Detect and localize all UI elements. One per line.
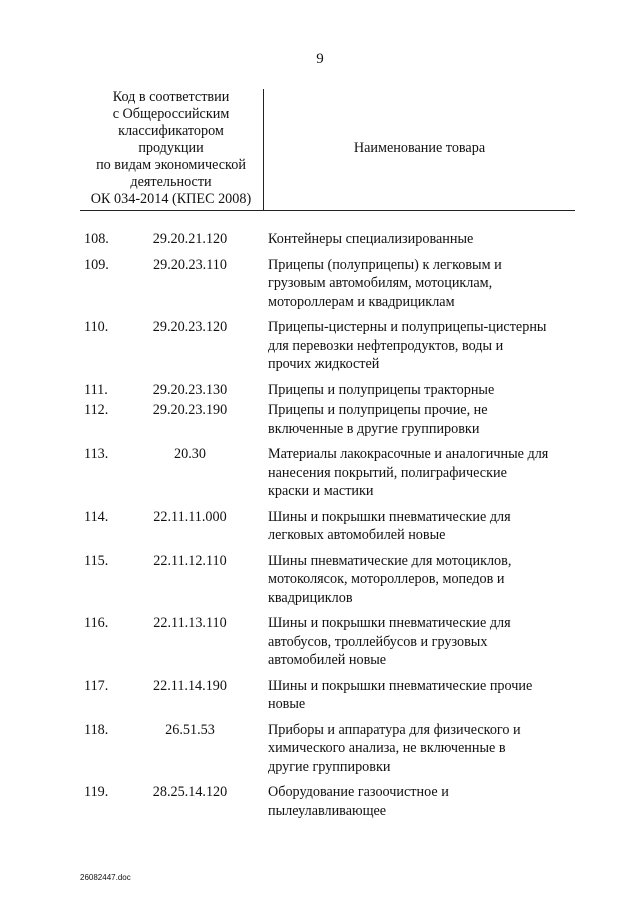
row-product-name-line: автобусов, троллейбусов и грузовых: [268, 633, 488, 650]
row-product-name-line: легковых автомобилей новые: [268, 527, 446, 543]
row-code: 28.25.14.120: [152, 784, 228, 800]
row-product-name-line: Контейнеры специализированные: [268, 231, 474, 247]
row-product-name: [268, 381, 578, 400]
page-number: 9: [316, 51, 324, 67]
row-number: 118.: [84, 721, 109, 738]
row-product-name-line: Прицепы и полуприцепы тракторные: [268, 381, 495, 398]
row-product-name-line: новые: [268, 696, 306, 712]
row-code: 22.11.13.110: [153, 615, 227, 631]
row-number: 110.: [84, 319, 109, 335]
table-row: [0, 552, 640, 608]
row-product-name-line: грузовым автомобилям, мотоциклам,: [268, 275, 493, 291]
row-code: 29.20.21.120: [152, 231, 228, 247]
row-code: 20.30: [174, 446, 206, 462]
row-product-name: [268, 230, 578, 249]
header-bottom-rule: [80, 210, 575, 211]
row-code: 22.11.12.110: [153, 552, 227, 569]
row-product-name: [268, 677, 578, 714]
row-number: 109.: [84, 256, 109, 273]
header-code-line: с Общероссийским: [112, 106, 230, 122]
row-product-name: [268, 552, 578, 608]
row-product-name-line: Прицепы и полуприцепы прочие, не: [268, 402, 488, 418]
table-row: [0, 614, 640, 670]
row-product-name-line: краски и мастики: [268, 483, 374, 499]
header-code-line: по видам экономической: [96, 157, 246, 173]
header-name-title: Наименование товара: [353, 140, 486, 156]
header-code-line: деятельности: [130, 174, 212, 190]
row-number: 111.: [84, 381, 108, 398]
table-header: [80, 89, 575, 211]
row-code: 29.20.23.130: [152, 381, 228, 398]
row-product-name-line: автомобилей новые: [268, 652, 387, 668]
row-code: 29.20.23.110: [153, 256, 227, 273]
row-product-name-line: мотоколясок, мотороллеров, мопедов и: [268, 571, 505, 587]
row-product-name-line: пылеулавливающее: [268, 802, 387, 819]
table-row: [0, 230, 640, 249]
table-row: [0, 381, 640, 400]
row-product-name-line: Шины и покрышки пневматические для: [268, 615, 511, 631]
row-code: 29.20.23.120: [152, 319, 228, 335]
row-product-name-line: квадрициклов: [268, 589, 353, 606]
row-code: 26.51.53: [165, 721, 215, 738]
row-product-name-line: Шины и покрышки пневматические для: [268, 508, 511, 525]
row-product-name-line: нанесения покрытий, полиграфические: [268, 464, 507, 481]
row-product-name: [268, 614, 578, 670]
row-product-name-line: включенные в другие группировки: [268, 420, 480, 437]
table-row: [0, 677, 640, 714]
row-product-name: [268, 401, 578, 438]
row-product-name: [268, 318, 578, 374]
row-number: 112.: [84, 402, 109, 418]
header-code-line: Код в соответствии: [112, 89, 230, 105]
row-code: 22.11.11.000: [153, 508, 227, 525]
row-product-name: [268, 445, 578, 501]
row-product-name-line: Оборудование газоочистное и: [268, 784, 449, 800]
table-body: [0, 230, 640, 827]
row-number: 116.: [84, 615, 109, 631]
header-code-line: продукции: [138, 140, 204, 156]
row-number: 115.: [84, 552, 109, 569]
row-number: 113.: [84, 446, 109, 462]
row-product-name-line: Приборы и аппаратура для физического и: [268, 721, 521, 738]
table-row: [0, 508, 640, 545]
row-product-name-line: Шины пневматические для мотоциклов,: [268, 552, 512, 569]
header-code-line: ОК 034-2014 (КПЕС 2008): [90, 191, 252, 207]
table-row: [0, 783, 640, 820]
row-product-name: [268, 256, 578, 312]
table-row: [0, 256, 640, 312]
table-row: [0, 721, 640, 777]
row-number: 117.: [84, 677, 109, 694]
row-product-name-line: химического анализа, не включенные в: [268, 740, 506, 756]
row-code: 22.11.14.190: [153, 677, 227, 694]
row-product-name: [268, 721, 578, 777]
row-number: 108.: [84, 231, 109, 247]
row-product-name-line: Шины и покрышки пневматические прочие: [268, 677, 533, 694]
row-code: 29.20.23.190: [152, 402, 228, 418]
row-product-name-line: Материалы лакокрасочные и аналогичные для: [268, 446, 549, 462]
table-row: [0, 445, 640, 501]
row-product-name-line: прочих жидкостей: [268, 356, 380, 372]
row-number: 119.: [84, 784, 109, 800]
row-product-name-line: для перевозки нефтепродуктов, воды и: [268, 337, 504, 354]
row-product-name-line: другие группировки: [268, 758, 391, 775]
header-code-column: [80, 89, 262, 208]
row-product-name-line: Прицепы (полуприцепы) к легковым и: [268, 256, 502, 273]
row-product-name: [268, 783, 578, 820]
header-code-line: классификатором: [118, 123, 224, 139]
row-product-name-line: мотороллерам и квадрициклам: [268, 293, 455, 310]
table-row: [0, 401, 640, 438]
table-row: [0, 318, 640, 374]
row-product-name-line: Прицепы-цистерны и полуприцепы-цистерны: [268, 319, 547, 335]
footer-filename: 26082447.doc: [80, 873, 131, 882]
row-product-name: [268, 508, 578, 545]
row-number: 114.: [84, 508, 109, 525]
